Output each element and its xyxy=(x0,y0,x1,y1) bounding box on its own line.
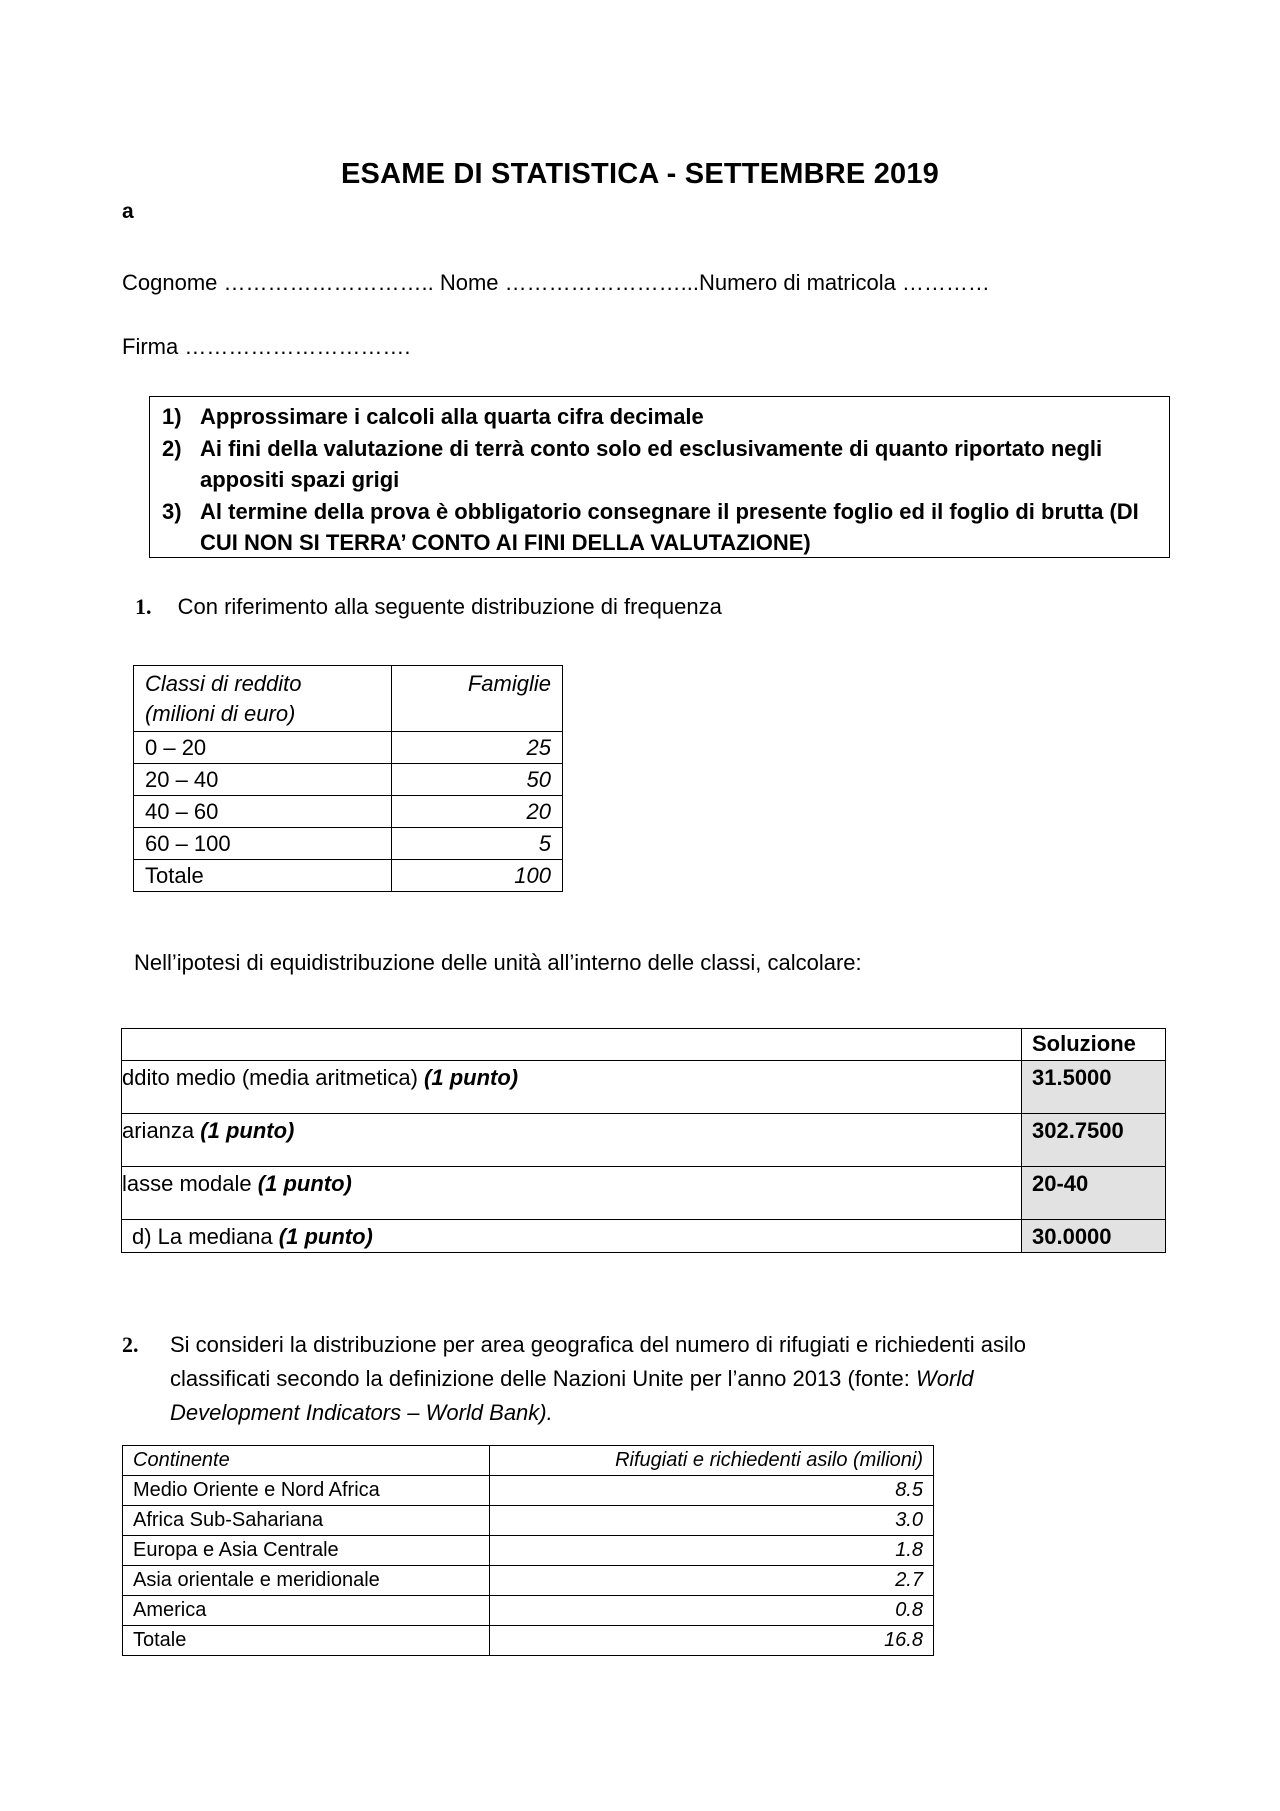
student-name-line: Cognome ……………………….. Nome ……………………...Numero di matricola ………… xyxy=(122,270,990,295)
question-1-prompt: Con riferimento alla seguente distribuzione di frequenza xyxy=(177,594,722,619)
table-header-row xyxy=(122,1029,1166,1061)
table-row: Totale 16.8 xyxy=(123,1626,934,1656)
answer-value[interactable]: 30.0000 xyxy=(1022,1220,1166,1253)
question-1-number: 1. xyxy=(135,594,152,619)
answers-table xyxy=(121,1028,1166,1253)
table-row: Medio Oriente e Nord Africa 8.5 xyxy=(123,1476,934,1506)
question-1-heading xyxy=(135,594,722,620)
table-header-cell: Classi di reddito (milioni di euro) xyxy=(134,666,392,732)
table-header-cell: Rifugiati e richiedenti asilo (milioni) xyxy=(490,1446,934,1476)
table-header-cell: Famiglie xyxy=(392,666,563,732)
instruction-item: 3) Al termine della prova è obbligatorio consegnare il presente foglio ed il foglio di brutta (DI CUI NON SI TERRA’ CONTO AI FINI DELLA VALUTAZIONE) xyxy=(162,498,1139,555)
instruction-item: 2) Ai fini della valutazione di terrà conto solo ed esclusivamente di quanto riportato negli appositi spazi grigi xyxy=(162,435,1103,492)
table-row: 60 – 100 5 xyxy=(134,828,563,860)
answer-value[interactable]: 20-40 xyxy=(1022,1167,1166,1220)
solution-header: Soluzione xyxy=(1022,1029,1166,1061)
question-2-number: 2. xyxy=(122,1332,139,1357)
table-row: 20 – 40 50 xyxy=(134,764,563,796)
table-row: Asia orientale e meridionale 2.7 xyxy=(123,1566,934,1596)
table-row: Europa e Asia Centrale 1.8 xyxy=(123,1536,934,1566)
table-row: Africa Sub-Sahariana 3.0 xyxy=(123,1506,934,1536)
answer-question: arianza (1 punto) xyxy=(122,1114,1022,1167)
stray-mark: a xyxy=(122,200,134,223)
table-row: 0 – 20 25 xyxy=(134,732,563,764)
table-header-cell: Continente xyxy=(123,1446,490,1476)
refugees-table xyxy=(122,1445,934,1656)
answer-value[interactable]: 31.5000 xyxy=(1022,1061,1166,1114)
table-row: Totale 100 xyxy=(134,860,563,892)
table-row xyxy=(122,1061,1166,1114)
answer-question: lasse modale (1 punto) xyxy=(122,1167,1022,1220)
answers-header-blank xyxy=(122,1029,1022,1061)
answer-question: d) La mediana (1 punto) xyxy=(122,1220,1022,1253)
table-row xyxy=(122,1114,1166,1167)
table-row xyxy=(122,1220,1166,1253)
table-row: America 0.8 xyxy=(123,1596,934,1626)
question-1-instruction: Nell’ipotesi di equidistribuzione delle unità all’interno delle classi, calcolare: xyxy=(134,950,862,975)
table-row xyxy=(122,1167,1166,1220)
page-title: ESAME DI STATISTICA - SETTEMBRE 2019 xyxy=(340,158,940,190)
answer-value[interactable]: 302.7500 xyxy=(1022,1114,1166,1167)
instructions-box xyxy=(149,396,1170,558)
answer-question: ddito medio (media aritmetica) (1 punto) xyxy=(122,1061,1022,1114)
question-2-heading xyxy=(122,1328,1026,1430)
instruction-item: 1) Approssimare i calcoli alla quarta cifra decimale xyxy=(162,404,704,429)
income-frequency-table xyxy=(133,665,563,892)
table-header-row xyxy=(134,666,563,732)
table-row: 40 – 60 20 xyxy=(134,796,563,828)
table-header-row xyxy=(123,1446,934,1476)
signature-line: Firma …………………………. xyxy=(122,334,411,359)
question-2-prompt: Si consideri la distribuzione per area geografica del numero di rifugiati e richiedenti asilo classificati secondo la definizione delle Nazioni Unite per l’anno 2013 (fonte: World Development Indicators – World Bank). xyxy=(170,1332,1027,1425)
